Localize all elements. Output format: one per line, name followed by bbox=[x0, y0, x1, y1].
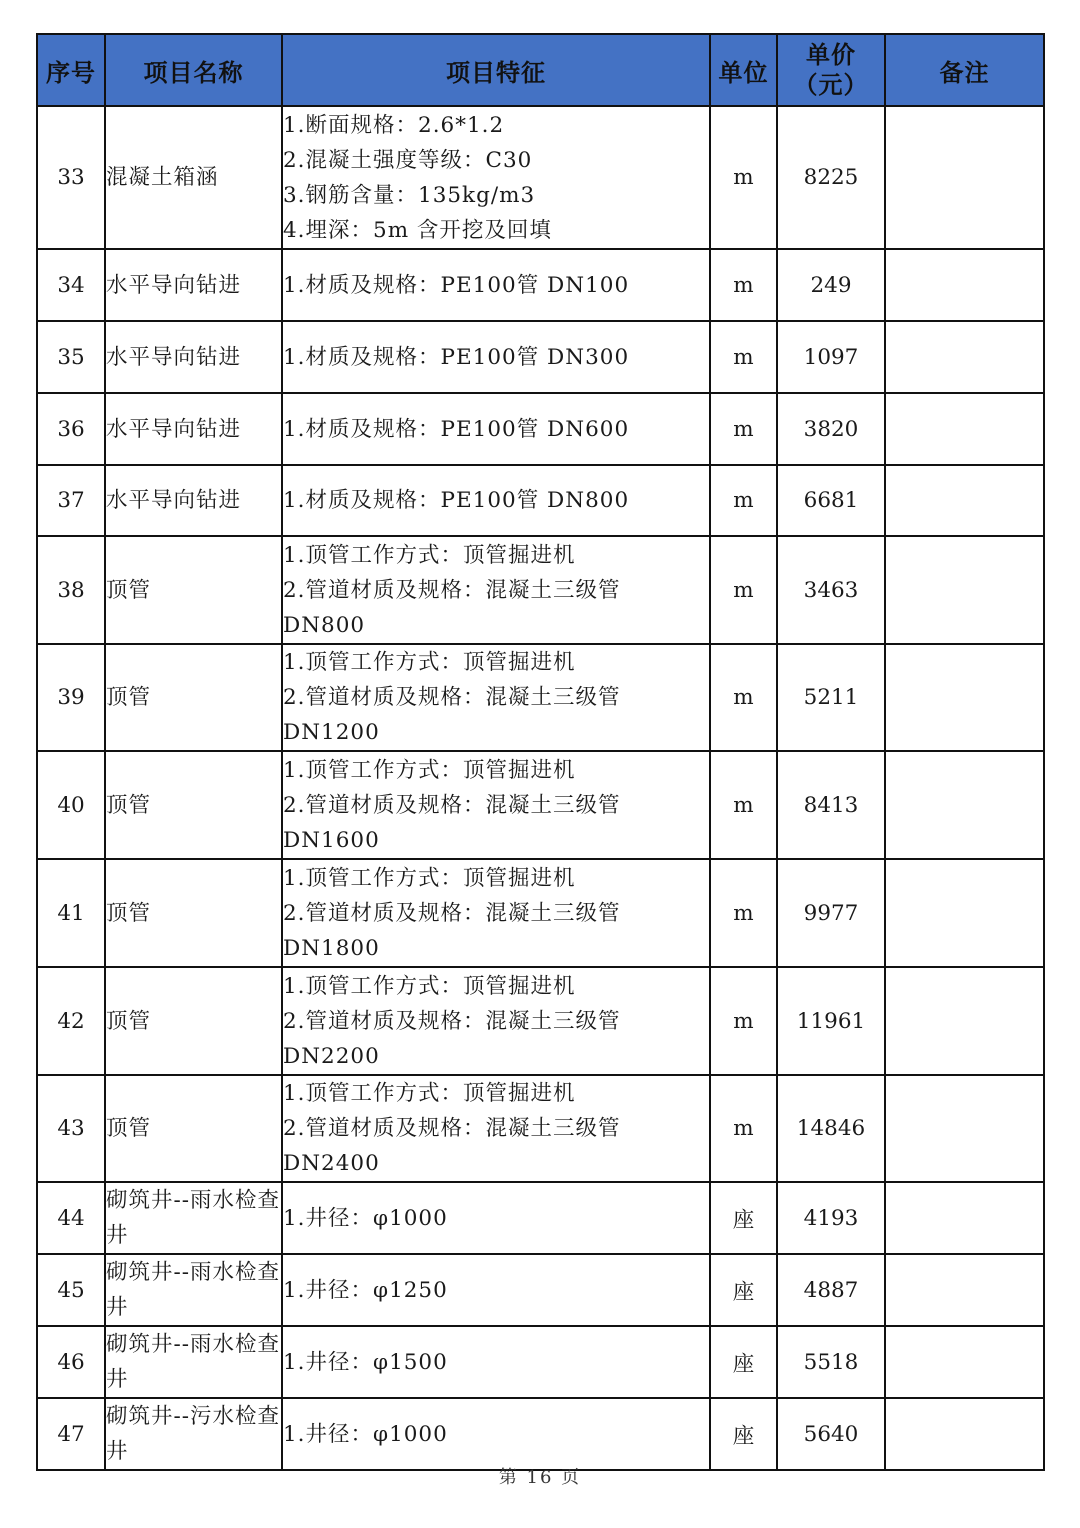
cell-unit: m bbox=[710, 321, 777, 393]
cell-remark bbox=[885, 1254, 1044, 1326]
cell-remark bbox=[885, 393, 1044, 465]
cell-features bbox=[282, 1075, 710, 1182]
cell-seq: 47 bbox=[37, 1398, 105, 1470]
table-row bbox=[37, 393, 1044, 465]
cell-seq: 35 bbox=[37, 321, 105, 393]
cell-name: 水平导向钻进 bbox=[105, 321, 282, 393]
cell-unit: 座 bbox=[710, 1254, 777, 1326]
feature-line: DN2200 bbox=[283, 1043, 380, 1069]
feature-line: DN1200 bbox=[283, 720, 380, 745]
feature-line: 2.管道材质及规格：混凝土三级管 bbox=[283, 900, 621, 926]
feature-line: 2.管道材质及规格：混凝土三级管 bbox=[283, 792, 621, 818]
table-row bbox=[37, 644, 1044, 751]
feature-line: 1.顶管工作方式：顶管掘进机 bbox=[283, 1081, 576, 1106]
feature-line: 1.材质及规格：PE100管 DN600 bbox=[283, 416, 630, 442]
table-row bbox=[37, 1326, 1044, 1398]
cell-features bbox=[282, 967, 710, 1075]
cell-price: 3463 bbox=[777, 536, 885, 644]
cell-unit: m bbox=[710, 644, 777, 751]
cell-name: 顶管 bbox=[105, 859, 282, 967]
header-price-line1: 单价 bbox=[806, 40, 856, 69]
cell-seq: 44 bbox=[37, 1182, 105, 1254]
feature-line: 2.管道材质及规格：混凝土三级管 bbox=[283, 1116, 621, 1141]
cell-features bbox=[282, 1398, 710, 1470]
feature-line: 1.顶管工作方式：顶管掘进机 bbox=[283, 650, 576, 675]
table-body bbox=[37, 106, 1044, 1470]
table-row bbox=[37, 536, 1044, 644]
cell-name: 砌筑井--雨水检查井 bbox=[105, 1254, 282, 1326]
feature-line: 1.断面规格：2.6*1.2 bbox=[283, 112, 505, 138]
cell-unit: m bbox=[710, 967, 777, 1075]
cell-remark bbox=[885, 1398, 1044, 1470]
feature-line: 1.材质及规格：PE100管 DN100 bbox=[283, 272, 630, 298]
cell-remark bbox=[885, 751, 1044, 859]
feature-line: 2.管道材质及规格：混凝土三级管 bbox=[283, 685, 621, 710]
cell-unit: m bbox=[710, 1075, 777, 1182]
feature-line: 1.顶管工作方式：顶管掘进机 bbox=[283, 973, 576, 999]
feature-line: 4.埋深：5m 含开挖及回填 bbox=[283, 217, 552, 243]
cell-price: 14846 bbox=[777, 1075, 885, 1182]
cell-unit: m bbox=[710, 751, 777, 859]
feature-line: 1.井径：φ1500 bbox=[283, 1349, 448, 1375]
cell-remark bbox=[885, 644, 1044, 751]
cell-name: 砌筑井--污水检查井 bbox=[105, 1398, 282, 1470]
cell-seq: 38 bbox=[37, 536, 105, 644]
cell-features bbox=[282, 536, 710, 644]
table-row bbox=[37, 1182, 1044, 1254]
cell-price: 9977 bbox=[777, 859, 885, 967]
cell-seq: 46 bbox=[37, 1326, 105, 1398]
header-name: 项目名称 bbox=[105, 34, 282, 106]
cell-name: 顶管 bbox=[105, 967, 282, 1075]
cell-price: 5640 bbox=[777, 1398, 885, 1470]
feature-line: 1.材质及规格：PE100管 DN300 bbox=[283, 344, 630, 370]
cell-unit: m bbox=[710, 536, 777, 644]
cell-price: 4887 bbox=[777, 1254, 885, 1326]
cell-name: 顶管 bbox=[105, 536, 282, 644]
cell-features bbox=[282, 751, 710, 859]
cell-remark bbox=[885, 465, 1044, 536]
cell-remark bbox=[885, 321, 1044, 393]
feature-line: 1.顶管工作方式：顶管掘进机 bbox=[283, 757, 576, 783]
cell-seq: 34 bbox=[37, 249, 105, 321]
cell-unit: m bbox=[710, 859, 777, 967]
cell-seq: 45 bbox=[37, 1254, 105, 1326]
cell-features bbox=[282, 859, 710, 967]
cell-name: 水平导向钻进 bbox=[105, 393, 282, 465]
table-row bbox=[37, 1075, 1044, 1182]
table-row bbox=[37, 1398, 1044, 1470]
table-row bbox=[37, 967, 1044, 1075]
cell-price: 11961 bbox=[777, 967, 885, 1075]
feature-line: DN1800 bbox=[283, 935, 380, 961]
feature-line: 1.井径：φ1250 bbox=[283, 1277, 448, 1303]
cell-features bbox=[282, 1254, 710, 1326]
cell-remark bbox=[885, 106, 1044, 249]
header-row bbox=[37, 34, 1044, 106]
header-features: 项目特征 bbox=[282, 34, 710, 106]
cell-name: 水平导向钻进 bbox=[105, 465, 282, 536]
feature-line: 1.顶管工作方式：顶管掘进机 bbox=[283, 542, 576, 568]
feature-line: 1.井径：φ1000 bbox=[283, 1421, 448, 1447]
cell-remark bbox=[885, 1075, 1044, 1182]
cell-remark bbox=[885, 1182, 1044, 1254]
header-price bbox=[777, 34, 885, 106]
table-row bbox=[37, 249, 1044, 321]
table-row bbox=[37, 465, 1044, 536]
cell-remark bbox=[885, 967, 1044, 1075]
cell-features bbox=[282, 1182, 710, 1254]
cell-name: 砌筑井--雨水检查井 bbox=[105, 1182, 282, 1254]
feature-line: 2.管道材质及规格：混凝土三级管 bbox=[283, 577, 621, 603]
cell-name: 混凝土箱涵 bbox=[105, 106, 282, 249]
page-footer: 第 16 页 bbox=[498, 1467, 582, 1488]
cell-seq: 41 bbox=[37, 859, 105, 967]
cell-features bbox=[282, 1326, 710, 1398]
cell-features bbox=[282, 321, 710, 393]
feature-line: 3.钢筋含量：135kg/m3 bbox=[283, 182, 536, 208]
cell-seq: 36 bbox=[37, 393, 105, 465]
cell-remark bbox=[885, 249, 1044, 321]
feature-line: 2.管道材质及规格：混凝土三级管 bbox=[283, 1008, 621, 1034]
table-row bbox=[37, 751, 1044, 859]
cell-features bbox=[282, 249, 710, 321]
cell-remark bbox=[885, 536, 1044, 644]
cell-price: 5518 bbox=[777, 1326, 885, 1398]
cell-seq: 37 bbox=[37, 465, 105, 536]
cell-name: 水平导向钻进 bbox=[105, 249, 282, 321]
cell-unit: m bbox=[710, 465, 777, 536]
cell-seq: 43 bbox=[37, 1075, 105, 1182]
feature-line: DN1600 bbox=[283, 827, 380, 853]
cell-unit: m bbox=[710, 106, 777, 249]
cell-remark bbox=[885, 1326, 1044, 1398]
cell-seq: 39 bbox=[37, 644, 105, 751]
table-row bbox=[37, 859, 1044, 967]
cell-unit: 座 bbox=[710, 1326, 777, 1398]
price-table bbox=[36, 33, 1045, 1471]
cell-price: 5211 bbox=[777, 644, 885, 751]
table-row bbox=[37, 321, 1044, 393]
cell-unit: m bbox=[710, 249, 777, 321]
feature-line: DN800 bbox=[283, 612, 366, 638]
feature-line: 1.顶管工作方式：顶管掘进机 bbox=[283, 865, 576, 891]
header-unit: 单位 bbox=[710, 34, 777, 106]
cell-features bbox=[282, 106, 710, 249]
cell-name: 顶管 bbox=[105, 1075, 282, 1182]
table-row bbox=[37, 1254, 1044, 1326]
table-row bbox=[37, 106, 1044, 249]
cell-remark bbox=[885, 859, 1044, 967]
header-remark: 备注 bbox=[885, 34, 1044, 106]
cell-seq: 42 bbox=[37, 967, 105, 1075]
cell-unit: 座 bbox=[710, 1398, 777, 1470]
cell-price: 249 bbox=[777, 249, 885, 321]
cell-price: 8225 bbox=[777, 106, 885, 249]
cell-features bbox=[282, 465, 710, 536]
cell-price: 6681 bbox=[777, 465, 885, 536]
cell-price: 4193 bbox=[777, 1182, 885, 1254]
feature-line: 1.材质及规格：PE100管 DN800 bbox=[283, 488, 630, 513]
cell-seq: 33 bbox=[37, 106, 105, 249]
header-price-line2: （元） bbox=[793, 70, 869, 99]
cell-price: 8413 bbox=[777, 751, 885, 859]
cell-unit: 座 bbox=[710, 1182, 777, 1254]
cell-features bbox=[282, 393, 710, 465]
feature-line: DN2400 bbox=[283, 1151, 380, 1176]
cell-name: 顶管 bbox=[105, 751, 282, 859]
feature-line: 2.混凝土强度等级：C30 bbox=[283, 147, 533, 173]
cell-unit: m bbox=[710, 393, 777, 465]
cell-price: 3820 bbox=[777, 393, 885, 465]
header-seq: 序号 bbox=[37, 34, 105, 106]
cell-name: 顶管 bbox=[105, 644, 282, 751]
cell-features bbox=[282, 644, 710, 751]
cell-price: 1097 bbox=[777, 321, 885, 393]
cell-seq: 40 bbox=[37, 751, 105, 859]
cell-name: 砌筑井--雨水检查井 bbox=[105, 1326, 282, 1398]
feature-line: 1.井径：φ1000 bbox=[283, 1205, 448, 1231]
